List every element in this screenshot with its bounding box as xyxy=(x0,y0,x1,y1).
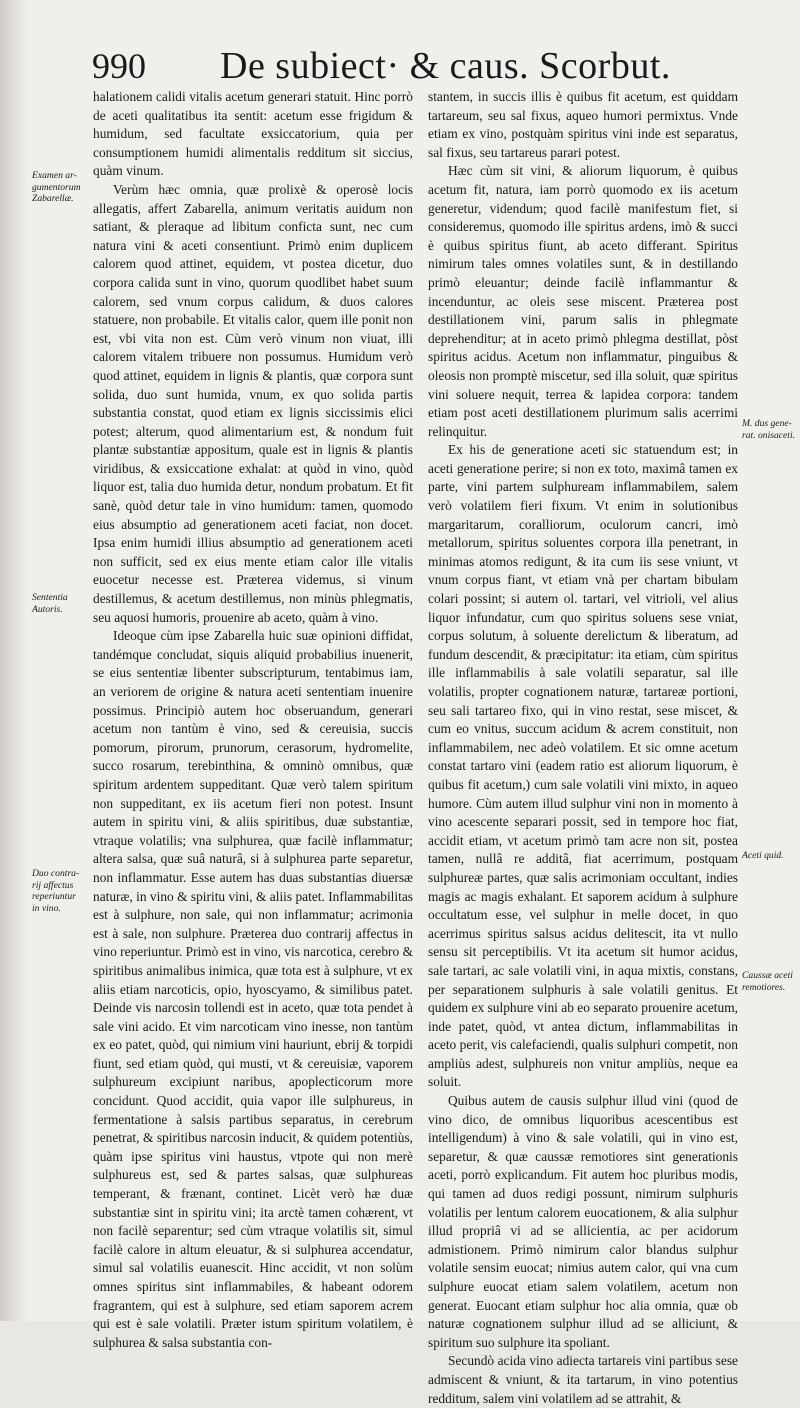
page-header xyxy=(92,44,752,88)
margin-note-caussae-aceti: Caussæ aceti remotiores. xyxy=(742,970,793,993)
page-number: 990 xyxy=(92,46,146,86)
margin-note-modus-generationis: M. dus gene- rat. onisaceti. xyxy=(742,418,796,441)
running-head: De subiect· & caus. Scorbut. xyxy=(220,45,671,87)
paragraph: Ex his de generatione aceti sic statuendum est; in aceti generatione perire; si non ex toto, maximâ tamen ex parte, vini partem sulphuream inflammabilem, salem verò volatilem fieri fixum. Vt enim in solutionibus margaritarum, coralliorum, oculorum cancri, imò metallorum, spiritus soluentes corpora illa penetrant, in minimas atomos redigunt, & ita cum iis sese vniunt, vt vnum corpus fiant, vt etiam vnà per chartam bibulam colari possint; si autem ol. tartari, vel vitrioli, vel alius liquor infundatur, cum quo spiritus soluens sese vniat, corpus solutum, à soluente derelictum & liberatum, ad fundum descendit, & præcipitatur: ita etiam, cùm spiritus ille inflammabilis à sale volatili separatur, sal ille volatilis, propter cognationem naturæ, tartareæ portioni, seu sali tartareo fixo, qui in vino restat, sese miscet, & cum eo vnitus, succum acidum & acrem constituit, non inflammabilem, nec adeò volatilem. Et sic omne acetum constat tartaro vini (eadem ratio est aliorum liquorum, è quibus fit acetum,) cum sale volatili vini mixto, in aqueo humore. Cùm autem illud sulphur vini non in momento à vino acescente separari possit, sed in tempore hoc fiat, accidit etiam, vt acetum primò tam acre non sit, postea tamen, nullâ re additâ, fiat acerrimum, postquam sulphureæ partes, quæ salis acrimoniam occultant, indies magis ac magis exhalant. Et saporem acidum à sulphure occultatum esse, vel sulphur in melle docet, in quo acerrimus spiritus salsus acidus delitescit, ita vt nullo sensu sit perceptibilis. Vt ita acetum sit humor acidus, sale tartari, ac sale volatili vini, in aqua mixtis, constans, per separationem sulphuris à sale volatili genitus. Et quidem ex sulphure vini ab eo separato prouenire acetum, inde patet, quòd, vt antea dictum, inflammabilitas in aceto perit, vis calefaciendi, qualis sulphuri competit, non ampliùs adest, sulphureis non vnitur ampliùs, neque ea soluit. xyxy=(428,442,738,1090)
paragraph: Quibus autem de causis sulphur illud vini (quod de vino dico, de omnibus liquoribus acescentibus est intelligendum) à vino & sale volatili, qui in vino est, separetur, & quæ caussæ remotiores sint generationis aceti, porrò explicandum. Fit autem hoc pluribus modis, qui tamen ad duos redigi possunt, nimirum sulphuris volatilis per lentum calorem euocationem, & alia sulphur illud propriâ vi ad se allicientia, ac per acidorum admistionem. Primò nimirum calor blandus sulphur volatile sensim euocat; nimius autem calor, qui vna cum sulphure euocat etiam salem volatilem, acetum non generat. Euocant etiam sulphur hoc alia omnia, quæ ob naturæ cognationem sulphur illud ad se alliciunt, & spiritum suo sulphure ita spoliant. xyxy=(428,1093,738,1350)
paragraph: Ideoque cùm ipse Zabarella huic suæ opinioni diffidat, tandémque concludat, siquis aliquid probabilius inuenerit, se eius sententiæ libenter subscripturum, tentabimus iam, an veriorem de origine & natura aceti sententiam inuenire possimus. Principiò autem hoc obseruandum, generari acetum non tantùm è vino, sed & cereuisia, succis pomorum, pirorum, prunorum, cerasorum, hydromelite, succo rosarum, terebinthina, & omninò omnibus, quæ spiritum ardentem suppeditant. Quæ verò talem spiritum non suppeditant, ex iis acetum fieri non potest. Insunt autem in spiritu vini, & aliis spiritibus, duæ substantiæ, vtraque volatilis; vna sulphurea, quæ facilè inflammatur; altera salsa, quæ suâ naturâ, si à sulphurea parte separetur, non inflammatur. Esse autem has duas substantias diuersæ naturæ, in vino & spiritu vini, & aliis patet. Inflammabilitas est à sulphure, non sale, qui non inflammatur; acrimonia est à sale, non sulphure. Præterea duo contrarij affectus in vino reperiuntur. Primò est in vino, vis narcotica, cerebro & spiritibus animalibus inimica, quæ tota est à sulphure, vt ex aliis etiam narcoticis, opio, hyoscyamo, & similibus patet. Deinde vis narcosin tollendi est in aceto, quæ tota pendet à sale vini acido. Et vim narcoticam vino inesse, non tantùm ex eo patet, quòd, qui nimium vini hauriunt, ebrij & torpidi fiunt, sed etiam quòd, qui musti, vt & cereuisiæ, vaporem sulphureum excipiunt naribus, apoplecticorum more concidunt. Quod accidit, quia vapor ille sulphureus, in fermentatione à salsis partibus separatus, in cerebrum penetrat, & spiritibus narcosin inducit, & quidem potentiùs, quàm ipse spiritus vini haustus, vtpote qui non merè sulphureus est, sed & partes salsas, quæ sulphureas temperant, & frænant, continet. Licèt verò hæ duæ substantiæ sint in spiritu vini; ita arctè tamen cohærent, vt non facilè separentur; sed cùm vtraque volatilis sit, simul facilè calore in altum eleuatur, & si sulphurea accendatur, simul sal volatilis euanescit. Hinc accidit, vt non solùm omnes spiritus sint inflammabiles, & habeant odorem fragrantem, qui est à sulphure, sed etiam saporem acrem qui est è sale volatili. Præter istum spiritum volatilem, è sulphurea & salsa substantia con- xyxy=(93,628,413,1350)
page-gutter-shadow xyxy=(0,0,26,1321)
margin-note-duo-contrarij: Duo contra- rij affectus reperiuntur in vino. xyxy=(32,868,80,914)
paragraph: Secundò acida vino adiecta tartareis vini partibus sese admiscent & vniunt, & ita tartarum, in vino potentius redditum, salem vini volatilem ad se attrahit, & xyxy=(428,1353,738,1406)
paragraph: Hæc cùm sit vini, & aliorum liquorum, è quibus acetum fit, natura, iam porrò quomodo ex iis acetum generetur, videndum; quod facilè manifestum fiet, si consideremus, quomodo ille spiritus ardens, imò & succi è quibus spiritus fiunt, ab aceto differant. Spiritus nimirum tales omnes volatiles sunt, & in destillando primò eleuantur; deinde facilè inflammantur & incenduntur, ac oleis sese miscent. Præterea post destillationem vini, parum salis in phlegmate deprehenditur; at in aceto primò phlegma destillat, pòst spiritus acidus. Acetum non inflammatur, pinguibus & oleosis non promptè miscetur, sed illa soluit, quæ spiritus vini soluere nequit, terrea & lapidea corpora: tandem etiam post aceti destillationem plurimum salis acerrimi relinquitur. xyxy=(428,163,738,439)
left-text-column xyxy=(93,88,413,1350)
paragraph: stantem, in succis illis è quibus fit acetum, est quiddam tartareum, seu sal fixus, aqueo humori permixtus. Vnde etiam ex vino, postquàm spiritus vini inde est separatus, sal fixus, seu tartareus parari potest. xyxy=(428,89,738,160)
margin-note-sententia: Sententia Autoris. xyxy=(32,592,68,615)
right-text-column xyxy=(428,88,738,1406)
paragraph: Verùm hæc omnia, quæ prolixè & operosè locis allegatis, affert Zabarella, animum veritatis auidum non satiant, & pleraque ad libitum conficta sunt, nec cum natura vini & aceti consentiunt. Primò enim duplicem calorem quod attinet, equidem, vt postea dicetur, duo corpora calida sunt in vino, quorum quodlibet habet suum calorem, sed vnum corpus calidum, & duos calores statuere, non probabile. Et vitalis calor, quem ille ponit non est, vbi vita non est. Cùm verò vinum non viuat, illi calorem vitalem tribuere non possumus. Humidum verò quod attinet, equidem in lignis & plantis, quæ corpora sunt solida, duo sunt humida, vnum, ex quo solida partis substantia constat, quod etiam ex lignis siccissimis elici potest; alterum, quod alimentarium est, & nondum fuit plantæ substantiæ appositum, quale est in lignis & plantis viridibus, & exsiccatione exhalat: at quòd in vino, quòd liquor est, talia duo humida detur, nondum probatum. Et fit sanè, quòd detur tale in vino humidum: tamen, quomodo eius absumptio ad generationem aceti faciat, non docet. Ipsa enim humidi illius absumptio ad generationem aceti non sufficit, sed ex eius mente etiam calor ille vitalis euocetur necesse est. Præterea videmus, si vinum destillemus, & acetum destillemus, non minùs phlegmatis, seu aquosi humoris, prouenire ab aceto, quàm à vino. xyxy=(93,181,413,625)
margin-note-examen: Examen ar- gumentorum Zabarellæ. xyxy=(32,170,81,204)
margin-note-aceti-quid: Aceti quid. xyxy=(742,850,784,861)
paragraph: halationem calidi vitalis acetum generari statuit. Hinc porrò de aceti qualitatibus ita sentit: acetum esse frigidum & humidum, sed facultate exsiccatorium, quia per consumptionem humidi alimentalis redditum sit siccius, quàm vinum. xyxy=(93,89,413,179)
